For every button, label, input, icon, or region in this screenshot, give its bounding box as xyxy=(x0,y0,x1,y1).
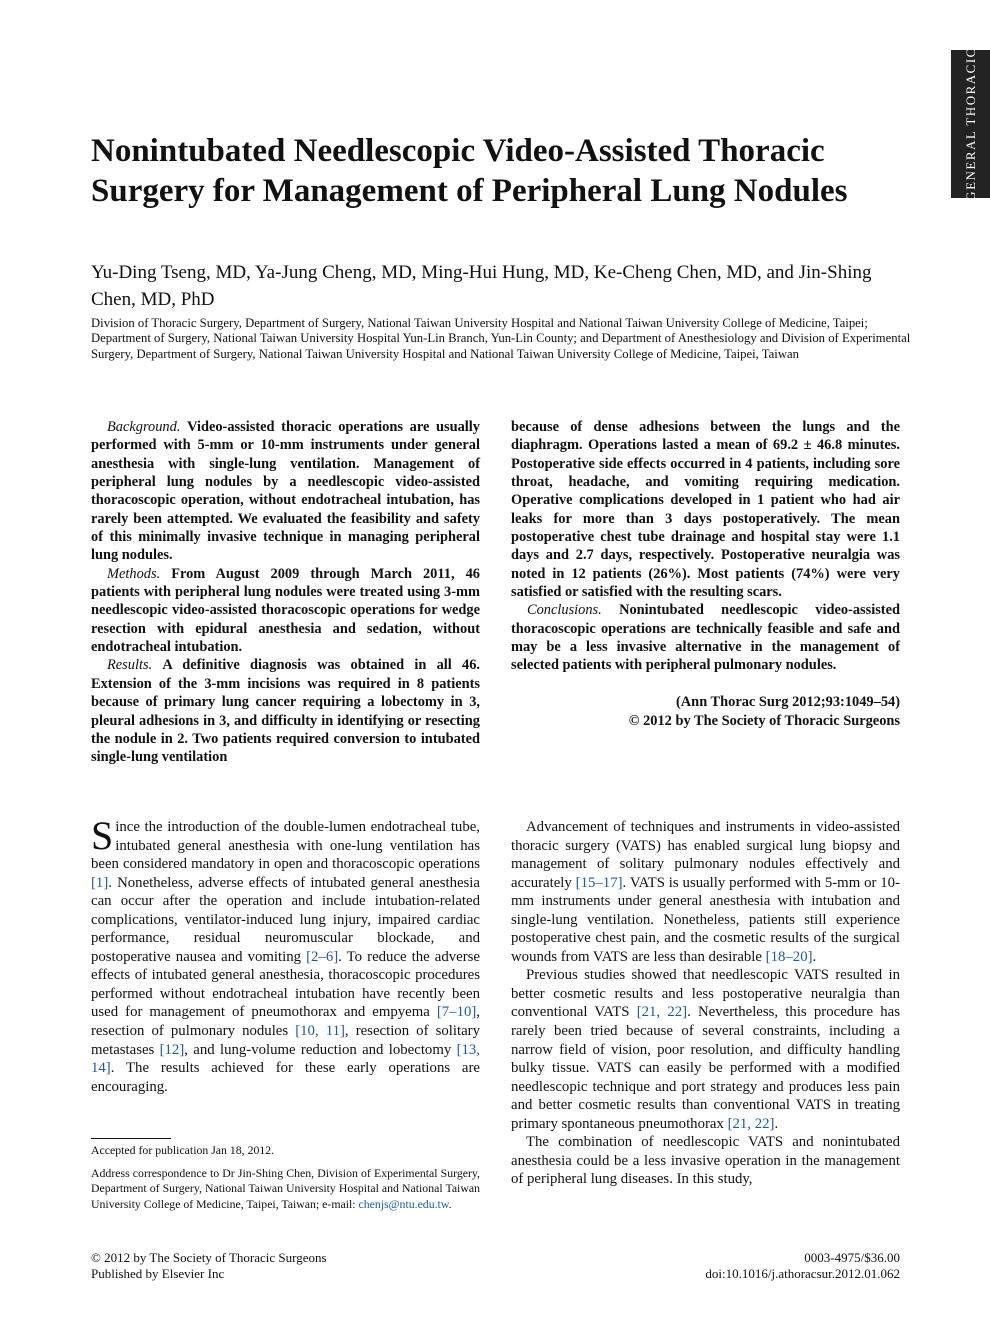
body-right-column xyxy=(511,818,900,1189)
body-text: . VATS is usually performed with 5-mm or 10-mm instruments under general anesthesia with intubation and single-lung ventilation. Nonetheless, patients still experience postoperative chest pain, and the cosmetic results of the surgical wounds from VATS are less than desirable xyxy=(511,874,901,965)
results-text: A definitive diagnosis was obtained in all 46. Extension of the 3-mm incisions was required in 8 patients because of primary lung cancer requiring a lobectomy in 3, pleural adhesions in 3, and difficulty in identifying or resecting the nodule in 2. Two patients required conversion to intubated single-lung ventilation xyxy=(91,657,480,766)
reference-link[interactable]: [7–10] xyxy=(436,1004,477,1021)
footer-doi: doi:10.1016/j.athoracsur.2012.01.062 xyxy=(705,1266,900,1281)
background-text: Video-assisted thoracic operations are usually performed with 5-mm or 10-mm instruments under general anesthesia with single-lung ventilation. Management of peripheral lung nodules by a needlescopic video-assisted thoracoscopic operation, without endotracheal intubation, has rarely been attempted. We evaluated the feasibility and safety of this minimally invasive technique in managing peripheral lung nodules. xyxy=(91,419,480,564)
conclusions-text: Nonintubated needlescopic video-assisted thoracoscopic operations are technically feasible and safe and may be a less invasive alternative in the management of selected patients with peripheral pulmonary nodules. xyxy=(511,602,900,674)
body-text: The combination of needlescopic VATS and nonintubated anesthesia could be a less invasive operation in the management of peripheral lung diseases. In this study, xyxy=(511,1134,900,1188)
abstract-left-column: Background. Video-assisted thoracic operations are usually performed with 5-mm or 10-mm instruments under general anesthesia with single-lung ventilation. Management of peripheral lung nodules by a needlescopic video-assisted thoracoscopic operation, without endotracheal intubation, has rarely been attempted. We evaluated the feasibility and safety of this minimally invasive technique in managing peripheral lung nodules. Methods. From August 2009 through March 2011, 46 patients with peripheral lung nodules were treated using 3-mm needlescopic video-assisted thoracoscopic operations for wedge resection with epidural anesthesia and sedation, without endotracheal intubation. Results. A definitive diagnosis was obtained in all 46. Extension of the 3-mm incisions was required in 8 patients because of primary lung cancer requiring a lobectomy in 3, pleural adhesions in 3, and difficulty in identifying or resecting the nodule in 2. Two patients required conversion to intubated single-lung ventilation xyxy=(91,419,480,766)
section-tab xyxy=(951,47,990,201)
abstract-right-column: because of dense adhesions between the lungs and the diaphragm. Operations lasted a mean of 69.2 ± 46.8 minutes. Postoperative side effects occurred in 4 patients, including sore throat, headache, and vomiting requiring medication. Operative complications developed in 1 patient who had air leaks for more than 3 days postoperatively. The mean postoperative chest tube drainage and hospital stay were 1.1 days and 2.7 days, respectively. Postoperative neuralgia was noted in 12 patients (26%). Most patients (74%) were very satisfied or satisfied with the resulting scars. Conclusions. Nonintubated needlescopic video-assisted thoracoscopic operations are technically feasible and safe and may be a less invasive alternative in the management of selected patients with peripheral pulmonary nodules. (Ann Thorac Surg 2012;93:1049–54) © 2012 by The Society of Thoracic Surgeons xyxy=(511,419,900,729)
body-text: . To reduce the adverse effects of intubated general anesthesia, thoracoscopic procedures performed without endotracheal intubation have recently been used for management of pneumothorax and empyema xyxy=(91,948,480,1021)
reference-link[interactable]: [10, 11] xyxy=(295,1023,345,1040)
correspondence-note xyxy=(91,1166,480,1212)
body-text: , resection of pulmonary nodules xyxy=(91,1004,480,1040)
background-label: Background xyxy=(107,419,177,435)
correspondence-text: Address correspondence to Dr Jin-Shing Chen, Division of Experimental Surgery, Department of Surgery, National Taiwan University Hospital and National Taiwan University College of Medicine, Taipei, Taiwan; e-mail: xyxy=(91,1166,480,1211)
footer-price: 0003-4975/$36.00 xyxy=(804,1250,900,1265)
footer-right xyxy=(600,1250,900,1282)
body-left-column xyxy=(91,813,480,1096)
body-text: ince the introduction of the double-lumen endotracheal tube, intubated general anesthesia with one-lung ventilation has been considered mandatory in open and thoracoscopic operations xyxy=(91,819,480,873)
body-text: , and lung-volume reduction and lobectomy xyxy=(184,1041,457,1058)
correspondence-end: . xyxy=(448,1196,452,1211)
reference-link[interactable]: [12] xyxy=(159,1041,185,1058)
body-text: . The results achieved for these early operations are encouraging. xyxy=(91,1060,480,1095)
body-text: . xyxy=(812,948,817,965)
body-text: , resection of solitary metastases xyxy=(91,1023,480,1058)
reference-link[interactable]: [21, 22] xyxy=(727,1115,775,1132)
reference-link[interactable]: [18–20] xyxy=(765,948,813,965)
accepted-date-note: Accepted for publication Jan 18, 2012. xyxy=(91,1143,275,1157)
reference-link[interactable]: [21, 22] xyxy=(636,1004,688,1021)
section-tab-label: GENERAL THORACIC xyxy=(962,47,978,201)
body-text: Previous studies showed that needlescopic VATS resulted in better cosmetic results and less postoperative neuralgia than conventional VATS xyxy=(511,967,900,1021)
results-label: Results xyxy=(107,657,149,674)
affiliations: Division of Thoracic Surgery, Department of Surgery, National Taiwan University Hospital and National Taiwan University College of Medicine, Taipei; Department of Surgery, National Taiwan University Hospital Yun-Lin Branch, Yun-Lin County; and Department of Anesthesiology and Division of Experimental Surgery, Department of Surgery, National Taiwan University Hospital and National Taiwan University College of Medicine, Taipei, Taiwan xyxy=(91,316,911,361)
reference-link[interactable]: [15–17] xyxy=(575,874,623,891)
citation-block xyxy=(511,693,900,731)
reference-link[interactable]: [13, 14] xyxy=(91,1041,480,1077)
body-text: . Nonetheless, adverse effects of intubated general anesthesia can occur after the operation and include intubation-related complications, ventilator-induced lung injury, impaired cardiac performance, residual neuromuscular blockade, and postoperative nausea and vomiting xyxy=(91,874,480,965)
body-text: Advancement of techniques and instruments in video-assisted thoracic surgery (VATS) has enabled surgical lung biopsy and management of solitary pulmonary nodules effectively and accurately xyxy=(511,819,900,891)
author-list: Yu-Ding Tseng, MD, Ya-Jung Cheng, MD, Ming-Hui Hung, MD, Ke-Cheng Chen, MD, and Jin-Shing Chen, MD, PhD xyxy=(91,262,872,310)
results-text-continued: because of dense adhesions between the lungs and the diaphragm. Operations lasted a mean of 69.2 ± 46.8 minutes. Postoperative side effects occurred in 4 patients, including sore throat, headache, and vomiting requiring medication. Operative complications developed in 1 patient who had air leaks for more than 3 days postoperatively. The mean postoperative chest tube drainage and hospital stay were 1.1 days and 2.7 days, respectively. Postoperative neuralgia was noted in 12 patients (26%). Most patients (74%) were very satisfied or satisfied with the resulting scars. xyxy=(511,419,900,601)
footer-left xyxy=(91,1250,327,1282)
drop-cap: S xyxy=(91,813,114,858)
footer-copyright: © 2012 by The Society of Thoracic Surgeons xyxy=(91,1250,327,1265)
methods-label: Methods xyxy=(107,565,157,582)
email-link[interactable]: chenjs@ntu.edu.tw xyxy=(358,1196,449,1211)
reference-link[interactable]: [1] xyxy=(91,874,109,891)
abstract-copyright: © 2012 by The Society of Thoracic Surgeons xyxy=(628,712,900,729)
reference-link[interactable]: [2–6] xyxy=(306,948,339,965)
footer-publisher: Published by Elsevier Inc xyxy=(91,1266,225,1281)
journal-citation: (Ann Thorac Surg 2012;93:1049–54) xyxy=(676,693,900,710)
body-text: . xyxy=(774,1115,779,1132)
footnote-divider xyxy=(91,1138,171,1139)
body-text: . Nevertheless, this procedure has rarely been tried because of several constraints, including a narrow field of vision, poor resolution, and difficulty handling bulky tissue. VATS can easily be performed with a modified needlescopic technique and port strategy and produces less pain and better cosmetic results than conventional VATS in treating primary spontaneous pneumothorax xyxy=(511,1004,900,1132)
methods-text: From August 2009 through March 2011, 46 patients with peripheral lung nodules were treated using 3-mm needlescopic video-assisted thoracoscopic operations for wedge resection with epidural anesthesia and sedation, without endotracheal intubation. xyxy=(91,565,480,656)
conclusions-label: Conclusions xyxy=(527,602,599,619)
article-title: Nonintubated Needlescopic Video-Assisted Thoracic Surgery for Management of Peripheral Lung Nodules xyxy=(91,133,848,209)
